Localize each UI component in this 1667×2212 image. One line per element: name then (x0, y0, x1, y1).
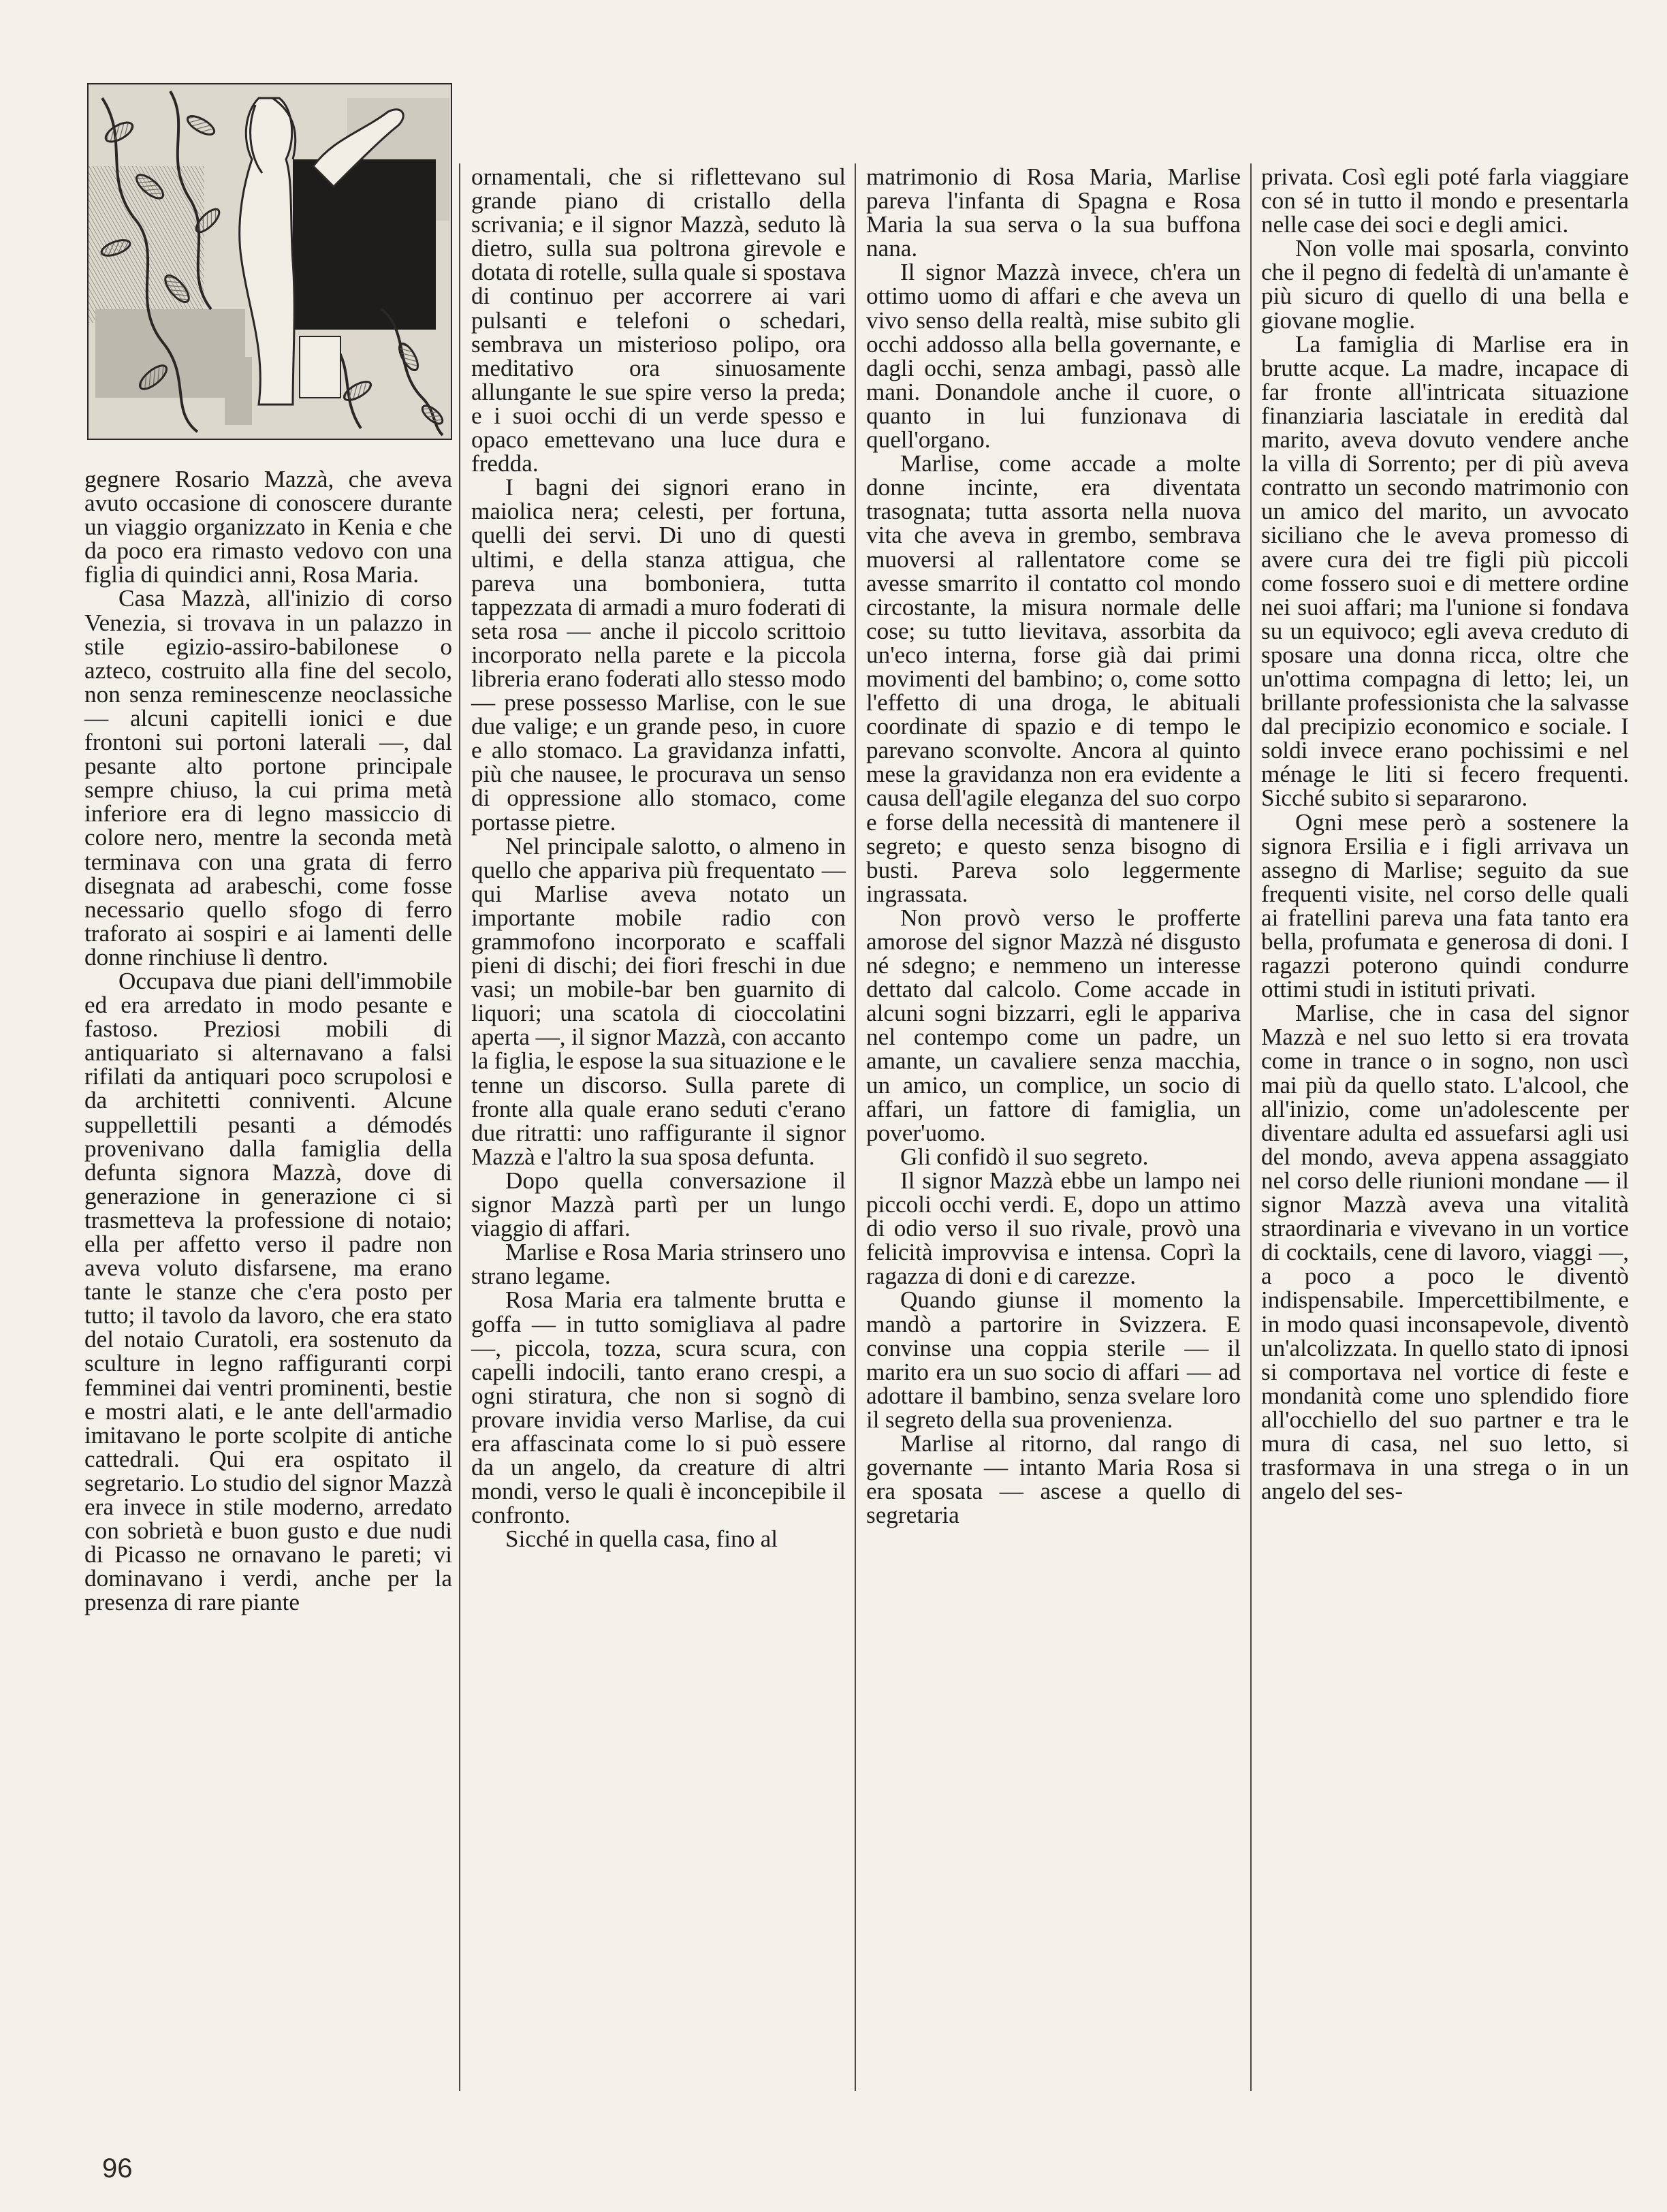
paragraph: Il signor Mazzà ebbe un lampo nei piccoli occhi verdi. E, dopo un attimo di odio verso il suo rivale, provò una felicità improvvisa e intensa. Coprì la ragazza di doni e di carezze. (866, 1167, 1241, 1290)
text-column-1 (84, 467, 452, 1615)
paragraph: gegnere Rosario Mazzà, che aveva avuto occasione di conoscere durante un viaggio organizzato in Kenia e che da poco era rimasto vedovo con una figlia di quindici anni, Rosa Maria. (84, 466, 452, 588)
paragraph: I bagni dei signori erano in maiolica nera; celesti, per fortuna, quelli dei servi. Di uno di questi ultimi, e della stanza attigua, che pareva una bomboniera, tutta tappezzata di armadi a muro foderati di seta rosa — anche il piccolo scrittoio incorporato nella parete e la piccola libreria erano foderati allo stesso modo — prese possesso Marlise, con le sue due valige; e un grande peso, in cuore e allo stomaco. La gravidanza infatti, più che nausee, le procurava un senso di oppressione allo stomaco, come portasse pietre. (471, 474, 846, 836)
paragraph: Marlise e Rosa Maria strinsero uno strano legame. (471, 1239, 846, 1290)
paragraph: matrimonio di Rosa Maria, Marlise pareva l'infanta di Spagna e Rosa Maria la sua serva o la sua buffona nana. (866, 163, 1241, 262)
text-column-2 (471, 165, 846, 1551)
paragraph: Nel principale salotto, o almeno in quello che appariva più frequentato — qui Marlise aveva notato un importante mobile radio con grammofono incorporato e scaffali pieni di dischi; dei fiori freschi in due vasi; un mobile-bar ben guarnito di liquori; una scatola di cioccolatini aperta —, il signor Mazzà, con accanto la figlia, le espose la sua situazione e le tenne un discorso. Sulla parete di fronte alla quale erano seduti c'erano due ritratti: uno raffigurante il signor Mazzà e l'altro la sua sposa defunta. (471, 832, 846, 1170)
paragraph: privata. Così egli poté farla viaggiare con sé in tutto il mondo e presentarla nelle case dei soci e degli amici. (1261, 163, 1629, 238)
column-rule (855, 163, 856, 2091)
paragraph: Il signor Mazzà invece, ch'era un ottimo uomo di affari e che aveva un vivo senso della realtà, mise subito gli occhi addosso alla bella governante, e dagli occhi, senza ambagi, passò alle mani. Donandole anche il cuore, o quanto in lui funzionava di quell'organo. (866, 259, 1241, 454)
paragraph: Gli confidò il suo segreto. (900, 1143, 1149, 1170)
paragraph: ornamentali, che si riflettevano sul grande piano di cristallo della scrivania; e il signor Mazzà, seduto là dietro, sulla sua poltrona girevole e dotata di rotelle, sulla quale si spostava di continuo per accorrere ai vari pulsanti e telefoni o schedari, sembrava un misterioso polipo, ora meditativo ora sinuosamente allungante le sue spire verso la preda; e i suoi occhi di un verde spesso e opaco emettevano una luce dura e fredda. (471, 163, 846, 477)
paragraph: Non volle mai sposarla, convinto che il pegno di fedeltà di un'amante è più sicuro di quello di una bella e giovane moglie. (1261, 235, 1629, 334)
column-rule (459, 163, 460, 2091)
paragraph: Casa Mazzà, all'inizio di corso Venezia, si trovava in un palazzo in stile egizio-assiro-babilonese o azteco, costruito alla fine del secolo, non senza reminescenze neoclassiche — alcuni capitelli ionici e due frontoni sui portoni laterali —, dal pesante alto portone principale sempre chiuso, la cui prima metà inferiore era di legno massiccio di colore nero, mentre la seconda metà terminava con una grata di ferro disegnata ad arabeschi, come fosse necessario quello sfogo di ferro traforato ai sospiri e ai lamenti delle donne rinchiuse lì dentro. (84, 585, 452, 970)
text-column-3 (866, 165, 1241, 1527)
column-rule (1250, 163, 1252, 2091)
paragraph: Dopo quella conversazione il signor Mazzà partì per un lungo viaggio di affari. (471, 1167, 846, 1242)
paragraph: Rosa Maria era talmente brutta e goffa — in tutto somigliava al padre —, piccola, tozza, scura scura, con capelli indocili, tanto erano crespi, a ogni stiratura, che non si sognò di provare invidia verso Marlise, da cui era affascinata come lo si può essere da un angelo, da creature di altri mondi, verso le quali è inconcepibile il confronto. (471, 1286, 846, 1529)
paragraph: Quando giunse il momento la mandò a partorire in Svizzera. E convinse una coppia sterile — il marito era un suo socio di affari — ad adottare il bambino, senza svelare loro il segreto della sua provenienza. (866, 1286, 1241, 1433)
text-column-4 (1261, 165, 1629, 1503)
paragraph: Non provò verso le profferte amorose del signor Mazzà né disgusto né sdegno; e nemmeno un interesse dettato dal calcolo. Come accade in alcuni sogni bizzarri, egli le appariva nel contempo come un padre, un amante, un cavaliere senza macchia, un amico, un complice, un socio di affari, un fattore di famiglia, un pover'uomo. (866, 904, 1241, 1146)
figurative-artwork-icon (87, 83, 452, 440)
paragraph: Sicché in quella casa, fino al (505, 1526, 778, 1553)
paragraph: Occupava due piani dell'immobile ed era arredato in modo pesante e fastoso. Preziosi mobili di antiquariato si alternavano a falsi rifilati da antiquari poco scrupolosi e da architetti conniventi. Alcune suppellettili pesanti a démodés provenivano dalla famiglia della defunta signora Mazzà, dove di generazione in generazione ci si trasmetteva la professione di notaio; ella per affetto verso il padre non aveva voluto disfarsene, ma erano tante le stanze che c'era posto per tutto; il tavolo da lavoro, che era stato del notaio Curatoli, era sostenuto da sculture in legno raffiguranti corpi femminei dai ventri prominenti, bestie e mostri alati, e le ante dell'armadio imitavano le porte scolpite di antiche cattedrali. Qui era ospitato il segretario. Lo studio del signor Mazzà era invece in stile moderno, arredato con sobrietà e buon gusto e due nudi di Picasso ne ornavano le pareti; vi dominavano i verdi, anche per la presenza di rare piante (84, 967, 452, 1616)
paragraph: Marlise, che in casa del signor Mazzà e nel suo letto si era trovata come in trance o in sogno, non uscì mai più da quello stato. L'alcool, che all'inizio, come un'adolescente per diventare adulta ed assuefarsi agli usi del mondo, aveva appena assaggiato nel corso delle riunioni mondane — il signor Mazzà aveva una vitalità straordinaria e vivevano in un vortice di cocktails, cene di lavoro, viaggi —, a poco a poco le diventò indispensabile. Impercettibilmente, e in modo quasi inconsapevole, diventò un'alcolizzata. In quello stato di ipnosi si comportava nel vortice di feste e mondanità come uno splendido fiore all'occhiello del suo partner e tra le mura di casa, nel suo letto, si trasformava in una strega o in un angelo del ses- (1261, 1000, 1629, 1505)
paragraph: Marlise, come accade a molte donne incinte, era diventata trasognata; tutta assorta nella nuova vita che aveva in grembo, sembrava muoversi al rallentatore come se avesse smarrito il contatto col mondo circostante, la misura normale delle cose; su tutto lievitava, assorbita da un'eco interna, forse già dai primi movimenti del bambino; o, come sotto l'effetto di una droga, le abituali coordinate di spazio e di tempo le parevano sconvolte. Ancora al quinto mese la gravidanza non era evidente a causa dell'agile eleganza del suo corpo e forse della necessità di mantenere il segreto; e questo senza bisogno di busti. Pareva solo leggermente ingrassata. (866, 450, 1241, 907)
page-number: 96 (102, 2153, 133, 2183)
paragraph: Marlise al ritorno, dal rango di governante — intanto Maria Rosa si era sposata — ascese a quello di segretaria (866, 1429, 1241, 1529)
paragraph: Ogni mese però a sostenere la signora Ersilia e i figli arrivava un assegno di Marlise; seguito da sue frequenti visite, nel corso delle quali ai fratellini pareva una fata tanto era bella, profumata e generosa di doni. I ragazzi poterono quindi condurre ottimi studi in istituti privati. (1261, 808, 1629, 1003)
paragraph: La famiglia di Marlise era in brutte acque. La madre, incapace di far fronte all'intricata situazione finanziaria lasciatale in eredità dal marito, aveva dovuto vendere anche la villa di Sorrento; per di più aveva contratto un secondo matrimonio con un amico del marito, un avvocato siciliano che le aveva promesso di avere cura dei tre figli più piccoli come fossero suoi e di mettere ordine nei suoi affari; ma l'unione si fondava su un equivoco; egli aveva creduto di sposare una donna ricca, oltre che un'ottima compagna di letto; lei, un brillante professionista che la salvasse dal precipizio economico e sociale. I soldi invece erano pochissimi e nel ménage le liti si fecero frequenti. Sicché subito si separarono. (1261, 330, 1629, 812)
